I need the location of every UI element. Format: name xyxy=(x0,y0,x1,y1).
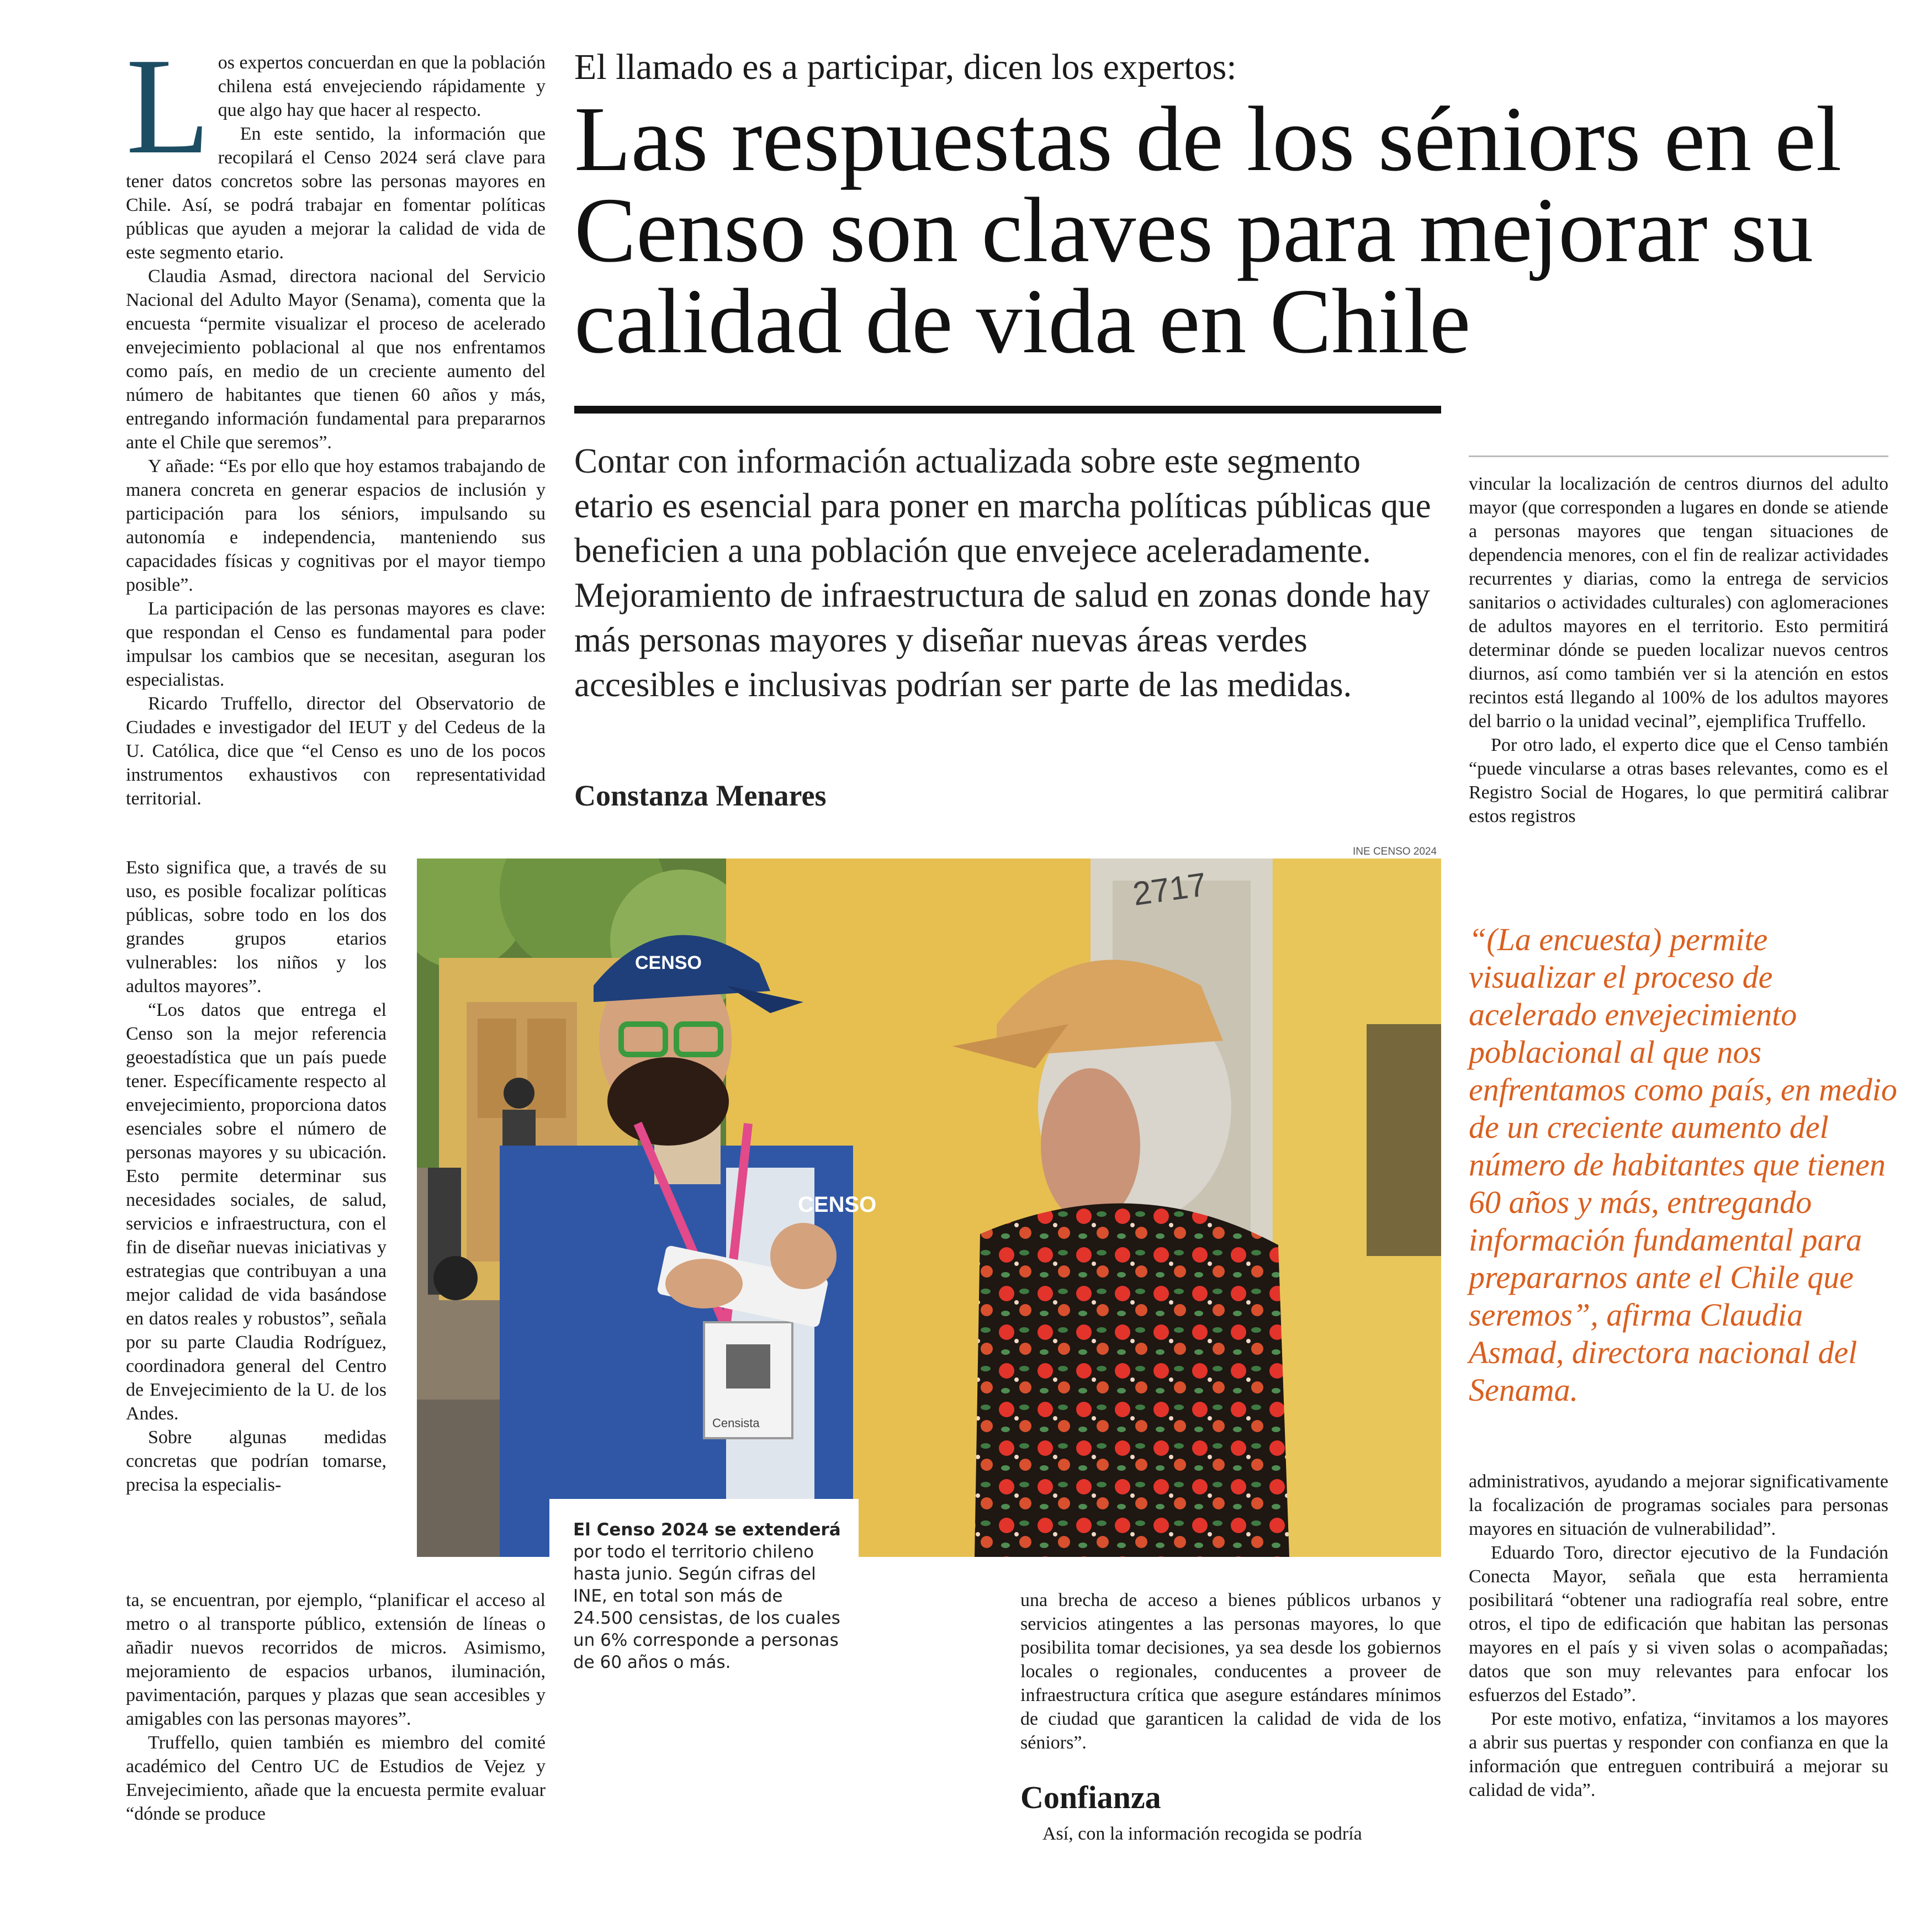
subhead: Confianza xyxy=(1020,1779,1161,1815)
column-3-top xyxy=(1469,472,1888,828)
paragraph: una brecha de acceso a bienes públicos urbanos y servicios atingentes a las personas mayores, lo que posibilita tomar decisiones, ya sea desde los gobiernos locales o regionales, conducentes a proveer de infraestructura crítica que asegure estándares mínimos de ciudad que garanticen la calidad de vida de los séniors”. xyxy=(1020,1590,1441,1753)
paragraph: Truffello, quien también es miembro del comité académico del Centro UC de Estudios de Vejez y Envejecimiento, añade que la encuesta permite evaluar “dónde se produce xyxy=(126,1732,546,1824)
paragraph: os expertos concuerdan en que la población chilena está envejeciendo rápidamente y que algo hay que hacer al respecto. xyxy=(218,52,546,120)
byline: Constanza Menares xyxy=(574,779,827,812)
paragraph: La participación de las personas mayores es clave: que respondan el Censo es fundamental para poder impulsar los cambios que se necesitan, aseguran los especialistas. xyxy=(126,598,546,690)
overline: El llamado es a participar, dicen los expertos: xyxy=(574,47,1237,87)
paragraph: Por este motivo, enfatiza, “invitamos a los mayores a abrir sus puertas y responder con confianza en que la información que entreguen contribuirá a mejorar su calidad de vida”. xyxy=(1469,1709,1888,1800)
paragraph: Eduardo Toro, director ejecutivo de la Fundación Conecta Mayor, señala que esta herramienta posibilitará “obtener una radiografía real sobre, entre otros, el tipo de edificación que habitan las personas mayores en el país y si viven solas o acompañadas; datos que son muy relevantes para enfocar los esfuerzos del Estado”. xyxy=(1469,1543,1888,1705)
column-2-bottom xyxy=(1020,1588,1441,1755)
column-1-top xyxy=(126,30,546,810)
headline: Las respuestas de los séniors en el Censo son claves para mejorar su calidad de vida en Chile xyxy=(574,88,1842,373)
pull-quote: “(La encuesta) permite visualizar el proceso de acelerado envejecimiento poblacional al que nos enfrentamos como país, en medio de un creciente aumento del número de habitantes que tienen 60 años y más, entregando información fundamental para prepararnos ante el Chile que seremos”, afirma Claudia Asmad, directora nacional del Senama. xyxy=(1469,921,1897,1408)
paragraph: Así, con la información recogida se podría xyxy=(1042,1824,1362,1844)
vest-text: CENSO xyxy=(798,1193,877,1217)
door-number: 2717 xyxy=(1130,865,1209,913)
column-rule xyxy=(1469,455,1888,457)
census-photo xyxy=(417,859,1441,1557)
badge-text: Censista xyxy=(712,1416,760,1430)
paragraph: vincular la localización de centros diurnos del adulto mayor (que corresponden a lugares en donde se atiende a personas mayores que tengan situaciones de dependencia menores, con el fin de realizar actividades recurrentes y diarias, como la entrega de servicios sanitarios o actividades culturales) con aglomeraciones de adultos mayores en el territorio. Esto permitirá determinar dónde se pueden localizar nuevos centros diurnos, así como también ver si la atención en estos recintos está llegando al 100% de los adultos mayores del barrio o la unidad vecinal”, ejemplifica Truffello. xyxy=(1469,474,1888,732)
column-2-final xyxy=(1020,1822,1441,1846)
deck: Contar con información actualizada sobre este segmento etario es esencial para poner en marcha políticas públicas que beneficien a una población que envejece aceleradamente. Mejoramiento de infraestructura de salud en zonas donde hay más personas mayores y diseñar nuevas áreas verdes accesibles e inclusivas podrían ser parte de las medidas. xyxy=(574,442,1431,704)
headline-rule xyxy=(574,406,1441,414)
column-1-bottom xyxy=(126,1588,546,1826)
paragraph: Ricardo Truffello, director del Observatorio de Ciudades e investigador del IEUT y del Cedeus de la U. Católica, dice que “el Censo es uno de los pocos instrumentos exhaustivos con representatividad territorial. xyxy=(126,693,546,809)
column-1-narrow xyxy=(126,856,387,1497)
drop-cap: L xyxy=(126,30,210,183)
photo-credit: INE CENSO 2024 xyxy=(1353,846,1437,857)
paragraph: Sobre algunas medidas concretas que podrían tomarse, precisa la especialis- xyxy=(126,1427,387,1495)
paragraph: administrativos, ayudando a mejorar significativamente la focalización de programas sociales para personas mayores en situación de vulnerabilidad”. xyxy=(1469,1471,1888,1539)
paragraph: Y añade: “Es por ello que hoy estamos trabajando de manera concreta en generar espacios de inclusión y participación para los séniors, impulsando su autonomía e independencia, manteniendo sus capacidades físicas y cognitivas por el mayor tiempo posible”. xyxy=(126,456,546,595)
photo-caption xyxy=(549,1499,859,1720)
column-3-bottom xyxy=(1469,1470,1888,1802)
paragraph: En este sentido, la información que recopilará el Censo 2024 será clave para tener datos concretos sobre las personas mayores en Chile. Así, se podrá trabajar en fomentar políticas públicas que ayuden a mejorar la calidad de vida de este segmento etario. xyxy=(126,124,546,263)
paragraph: Claudia Asmad, directora nacional del Servicio Nacional del Adulto Mayor (Senama), comenta que la encuesta “permite visualizar el proceso de acelerado envejecimiento poblacional al que nos enfrentamos como país, en medio de un creciente aumento del número de habitantes que tienen 60 años y más, entregando información fundamental para prepararnos ante el Chile que seremos”. xyxy=(126,266,546,453)
paragraph: “Los datos que entrega el Censo son la mejor referencia geoestadística que un país puede tener. Específicamente respecto al envejecimiento, proporciona datos esenciales sobre el número de personas mayores y su ubicación. Esto permite determinar sus necesidades sociales, de salud, servicios e infraestructura, con el fin de diseñar nuevas iniciativas y estrategias que contribuyan a una mejor calidad de vida basándose en datos reales y robustos”, señala por su parte Claudia Rodríguez, coordinadora general del Centro de Envejecimiento de la U. de los Andes. xyxy=(126,1000,387,1424)
cap-text: CENSO xyxy=(635,952,702,973)
caption-text: por todo el territorio chileno hasta junio. Según cifras del INE, en total son más de 24.500 censistas, de los cuales un 6% corresponde a personas de 60 años o más. xyxy=(573,1542,840,1672)
paragraph: Esto significa que, a través de su uso, es posible focalizar políticas públicas, sobre todo en los dos grandes grupos etarios vulnerables: los niños y los adultos mayores”. xyxy=(126,857,387,997)
caption-lead: El Censo 2024 se extenderá xyxy=(573,1520,841,1540)
paragraph: ta, se encuentran, por ejemplo, “planificar el acceso al metro o al transporte público, extensión de líneas o añadir nuevos recorridos de micros. Asimismo, mejoramiento de espacios urbanos, iluminación, pavimentación, parques y plazas que sean accesibles y amigables con las personas mayores”. xyxy=(126,1590,546,1729)
paragraph: Por otro lado, el experto dice que el Censo también “puede vincularse a otras bases relevantes, como es el Registro Social de Hogares, lo que permitirá calibrar estos registros xyxy=(1469,735,1888,826)
